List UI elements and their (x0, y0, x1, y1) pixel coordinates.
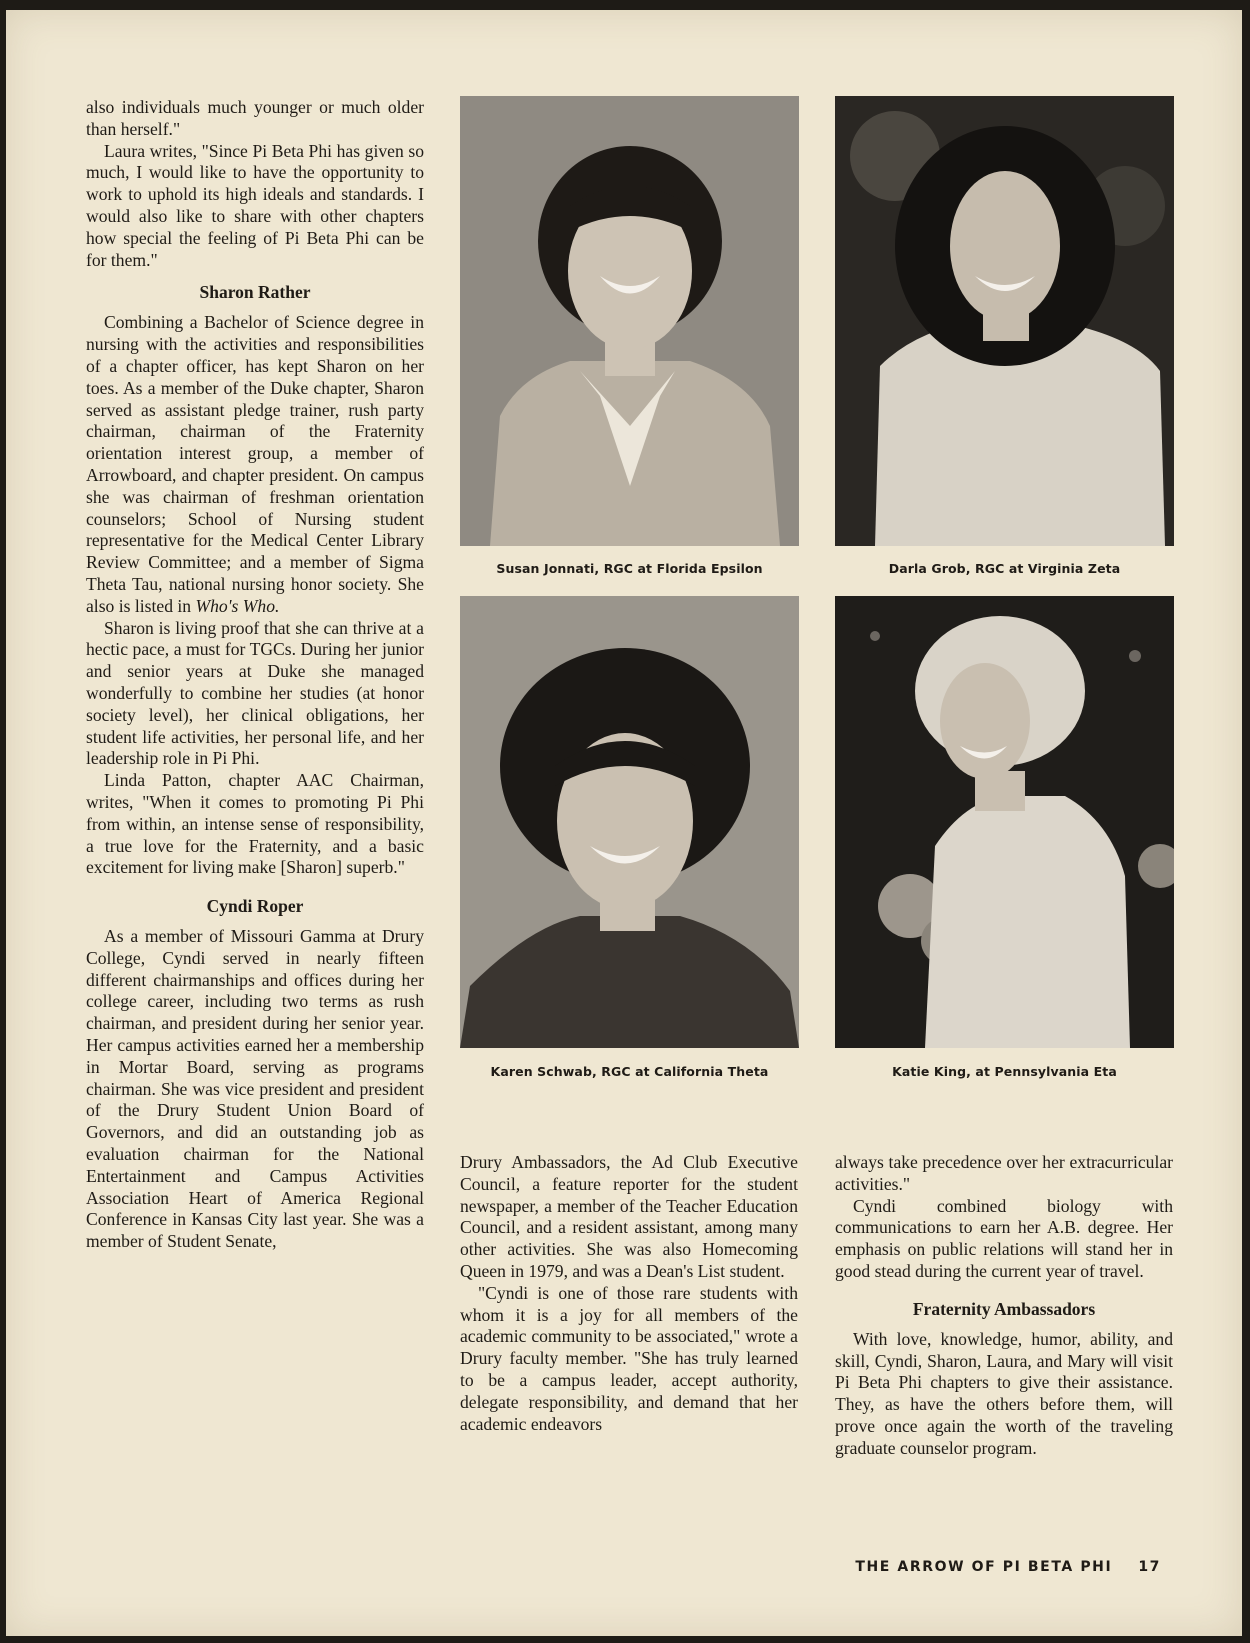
body-paragraph (86, 312, 424, 617)
magazine-page (6, 10, 1242, 1636)
portrait-photo (835, 596, 1174, 1048)
portrait-photo (460, 96, 799, 546)
body-paragraph: Cyndi combined biology with communications to earn her A.B. degree. Her emphasis on public relations will stand her in good stead during the current year of travel. (835, 1195, 1173, 1281)
body-paragraph: Sharon is living proof that she can thrive at a hectic pace, a must for TGCs. During her junior and senior years at Duke she managed wonderfully to combine her studies (at honor society level), her clinical obligations, her student life activities, her personal life, and her leadership role in Pi Phi. (86, 617, 424, 769)
portrait-karen-schwab (460, 596, 799, 1048)
photo-caption: Susan Jonnati, RGC at Florida Epsilon (496, 561, 763, 576)
body-paragraph: Linda Patton, chapter AAC Chairman, writes, "When it comes to promoting Pi Phi from within, an intense sense of responsibility, a true love for the Fraternity, and a basic excitement for living make [Sharon] superb." (86, 770, 424, 878)
body-paragraph: As a member of Missouri Gamma at Drury College, Cyndi served in nearly fifteen different chairmanships and offices during her college career, including two terms as rush chairman, and president during her senior year. Her campus activities earned her a membership in Mortar Board, serving as programs chairman. She was vice president and president of the Drury Student Union Board of Governors, and did an outstanding job as evaluation chairman for the National Entertainment and Campus Activities Association Heart of America Regional Conference in Kansas City last year. She was a member of Student Senate, (86, 926, 424, 1252)
photo-caption: Darla Grob, RGC at Virginia Zeta (888, 561, 1121, 576)
publication-name: THE ARROW OF PI BETA PHI (855, 1559, 1113, 1575)
middle-text-column (460, 1152, 798, 1435)
portrait-photo (460, 596, 799, 1048)
portrait-photo (835, 96, 1174, 546)
left-text-column (86, 97, 424, 1253)
body-paragraph: Drury Ambassadors, the Ad Club Executive Council, a feature reporter for the student newspaper, a member of the Teacher Education Council, and a resident assistant, among many other activities. She was also Homecoming Queen in 1979, and was a Dean's List student. (460, 1152, 798, 1281)
section-heading-fraternity-ambassadors: Fraternity Ambassadors (912, 1298, 1096, 1319)
photo-caption: Katie King, at Pennsylvania Eta (892, 1064, 1117, 1079)
body-paragraph: With love, knowledge, humor, ability, and skill, Cyndi, Sharon, Laura, and Mary will visit Pi Beta Phi chapters to give their assistance. They, as have the others before them, will prove once again the worth of the traveling graduate counselor program. (835, 1328, 1173, 1458)
body-paragraph: always take precedence over her extracurricular activities." (835, 1152, 1173, 1194)
body-paragraph: also individuals much younger or much older than herself." (86, 97, 424, 139)
photo-caption: Karen Schwab, RGC at California Theta (490, 1064, 769, 1079)
page-number: 17 (1138, 1559, 1161, 1575)
right-text-column (835, 1152, 1173, 1460)
section-heading-cyndi-roper: Cyndi Roper (206, 896, 304, 917)
portrait-susan-jonnati (460, 96, 799, 546)
body-text: Combining a Bachelor of Science degree in nursing with the activities and responsibilities of a chapter officer, has kept Sharon on her toes. As a member of the Duke chapter, Sharon served as assistant pledge trainer, rush party chairman, chairman of the Fraternity orientation interest group, a member of Arrowboard, and chapter president. On campus she was chairman of freshman orientation counselors; School of Nursing student representative for the Medical Center Library Review Committee; and a member of Sigma Theta Tau, national nursing honor society. She also is listed in (86, 312, 424, 616)
body-paragraph: "Cyndi is one of those rare students with whom it is a joy for all members of the academic community to be associated," wrote a Drury faculty member. "She has truly learned to be a campus leader, accept authority, delegate responsibility, and demand that her academic endeavors (460, 1282, 798, 1434)
italic-title: Who's Who. (195, 595, 280, 616)
portrait-darla-grob (835, 96, 1174, 546)
portrait-katie-king (835, 596, 1174, 1048)
page-footer (855, 1559, 1161, 1575)
section-heading-sharon-rather: Sharon Rather (199, 282, 311, 303)
body-paragraph: Laura writes, "Since Pi Beta Phi has given so much, I would like to have the opportunity to work to uphold its high ideals and standards. I would also like to share with other chapters how special the feeling of Pi Beta Phi can be for them." (86, 140, 424, 270)
